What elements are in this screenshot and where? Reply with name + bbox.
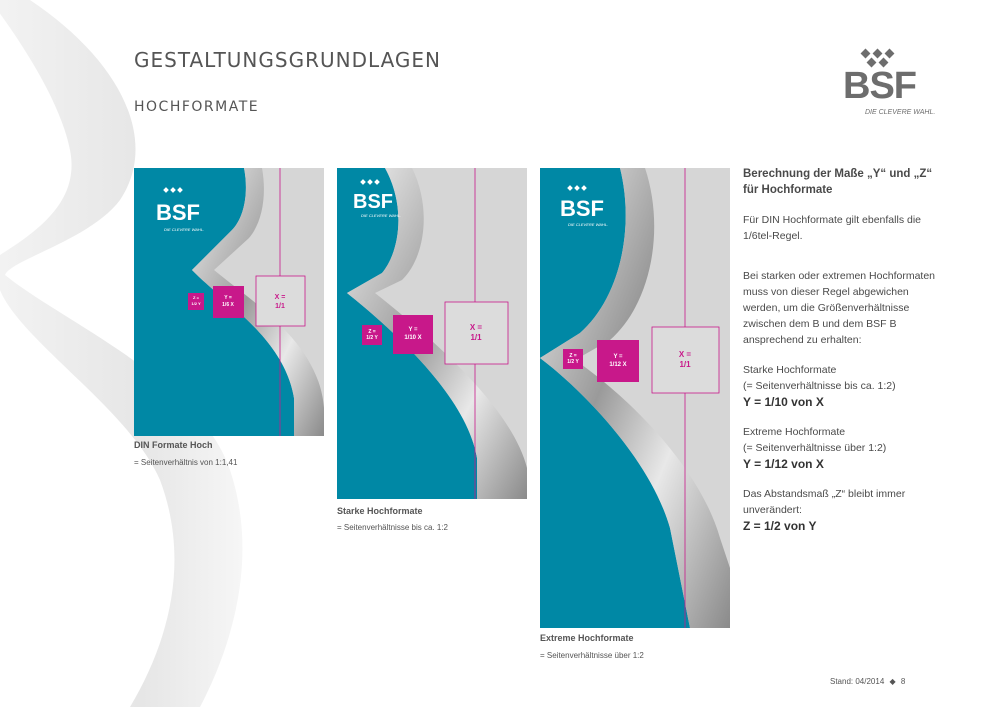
panel-din-hoch xyxy=(134,168,324,436)
panel2-logo: BSF xyxy=(353,191,393,213)
panel3-x-value: 1/1 xyxy=(679,360,691,369)
panel1-x-value: 1/1 xyxy=(275,303,285,310)
panel3-logo: BSF xyxy=(560,196,604,221)
panel3-x-label: X = xyxy=(678,350,692,359)
info-para-rule: Bei starken oder extremen Hochformaten muss von dieser Regel abgewichen werden, um die Größenverhältnisse zwischen dem B und dem BSF B ansprechend zu erhalten: xyxy=(743,270,936,346)
info-strong-formula: Y = 1/10 von X xyxy=(743,395,824,409)
panel2-x-value: 1/1 xyxy=(470,333,482,342)
page-footer xyxy=(830,677,905,686)
info-z-formula: Z = 1/2 von Y xyxy=(743,519,817,533)
panel2-y-value: 1/10 X xyxy=(404,335,422,341)
info-extreme-desc: (= Seitenverhältnisse über 1:2) xyxy=(743,442,887,454)
panel3-z-label: Z = xyxy=(569,353,577,359)
info-strong-desc: (= Seitenverhältnisse bis ca. 1:2) xyxy=(743,380,896,392)
info-para-din: Für DIN Hochformate gilt ebenfalls die 1/6tel-Regel. xyxy=(743,214,921,242)
info-heading: Berechnung der Maße „Y“ und „Z“ für Hochformate xyxy=(743,168,933,196)
panel2-y-label: Y = xyxy=(408,327,418,333)
page-subtitle: HOCHFORMATE xyxy=(134,99,260,115)
panel1-tagline: DIE CLEVERE WAHL. xyxy=(164,227,205,232)
panel3-y-label: Y = xyxy=(613,354,623,360)
panel1-y-value: 1/6 X xyxy=(222,302,234,308)
info-column xyxy=(743,166,943,534)
panel3-caption-title: Extreme Hochformate xyxy=(540,633,634,643)
bsf-logo xyxy=(843,46,936,118)
panel-extreme-hochformate xyxy=(540,168,730,628)
panel2-z-label: Z = xyxy=(368,329,376,335)
panel3-z-value: 1/2 Y xyxy=(567,359,579,365)
panel2-caption-sub: = Seitenverhältnisse bis ca. 1:2 xyxy=(337,523,448,532)
info-z-note: Das Abstandsmaß „Z“ bleibt immer unverändert: xyxy=(743,488,906,516)
panel1-caption-sub: = Seitenverhältnis von 1:1,41 xyxy=(134,458,238,467)
info-extreme-formula: Y = 1/12 von X xyxy=(743,457,824,471)
page-title: GESTALTUNGSGRUNDLAGEN xyxy=(134,48,441,72)
panel2-caption-title: Starke Hochformate xyxy=(337,506,423,516)
page-number: 8 xyxy=(900,677,906,686)
info-strong-title: Starke Hochformate xyxy=(743,364,837,376)
panel3-tagline: DIE CLEVERE WAHL. xyxy=(568,222,609,227)
panel1-z-label: Z = xyxy=(193,295,199,300)
panel-starke-hochformate xyxy=(337,168,527,499)
panel3-y-value: 1/12 X xyxy=(609,362,627,368)
info-extreme-title: Extreme Hochformate xyxy=(743,426,846,438)
footer-date: Stand: 04/2014 xyxy=(830,677,885,686)
logo-wordmark: BSF xyxy=(843,65,916,107)
panel1-logo: BSF xyxy=(156,200,200,225)
panel2-x-label: X = xyxy=(469,323,483,332)
panel1-caption-title: DIN Formate Hoch xyxy=(134,440,213,450)
panel1-y-label: Y = xyxy=(224,295,232,301)
panel2-tagline: DIE CLEVERE WAHL. xyxy=(361,213,402,218)
logo-tagline: DIE CLEVERE WAHL. xyxy=(865,109,936,116)
panel3-caption-sub: = Seitenverhältnisse über 1:2 xyxy=(540,651,644,660)
diamond-separator-icon: ◆ xyxy=(889,677,896,686)
panel2-z-value: 1/2 Y xyxy=(366,335,378,341)
panel1-x-label: X = xyxy=(274,294,286,301)
panel1-z-value: 1/2 Y xyxy=(191,301,201,306)
